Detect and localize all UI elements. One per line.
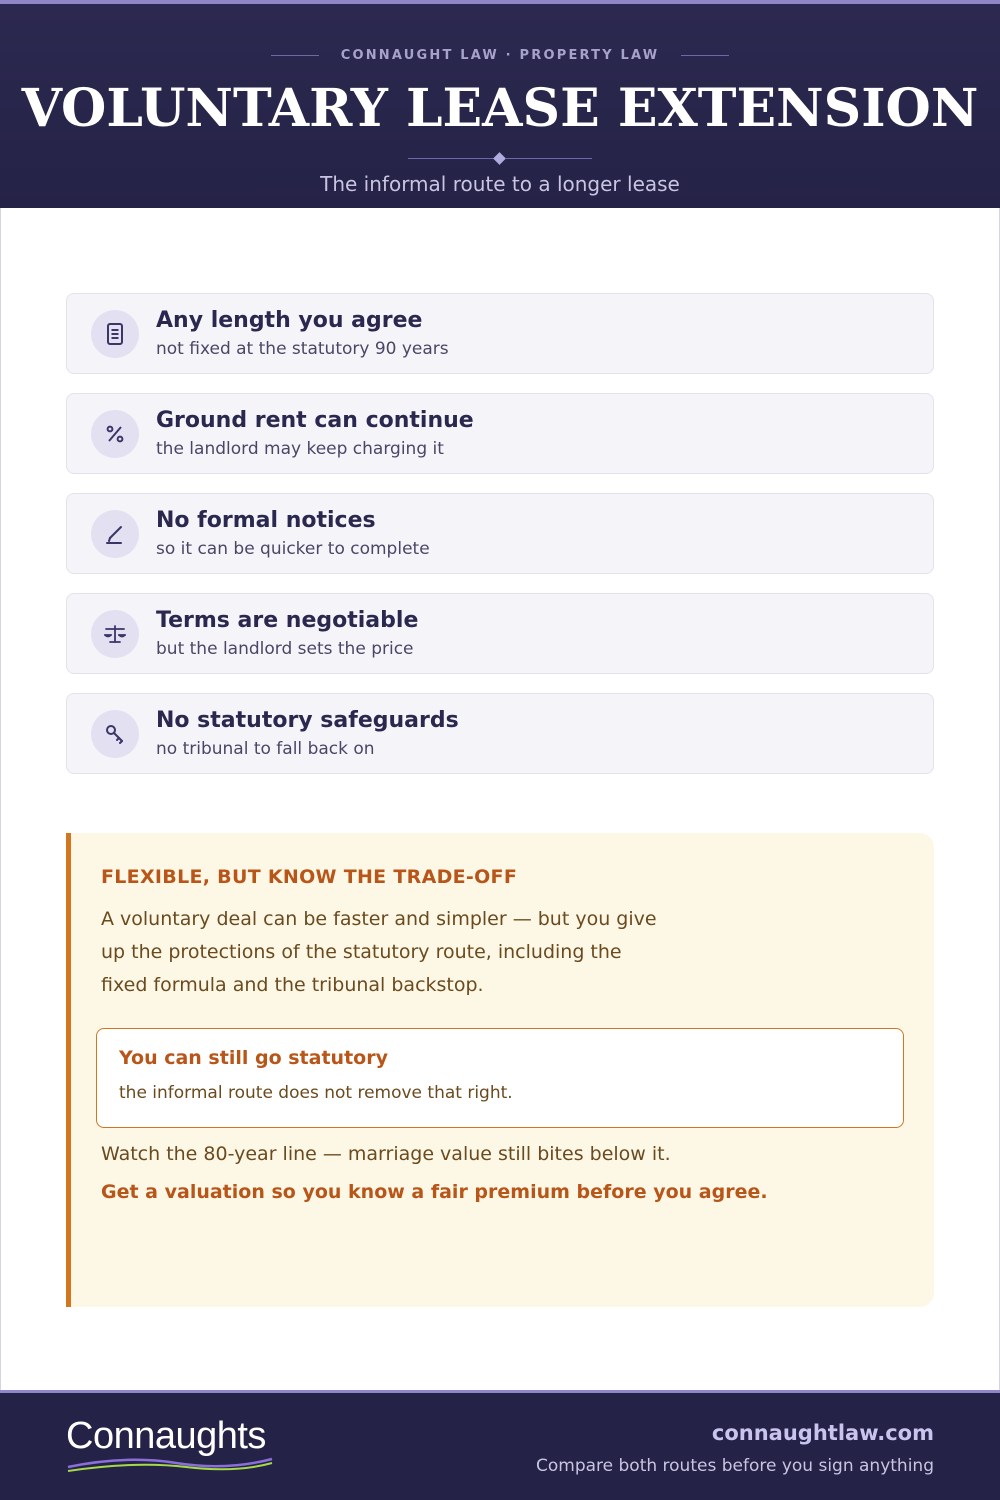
logo-swoosh-icon	[66, 1453, 276, 1475]
feature-subtitle: no tribunal to fall back on	[156, 739, 375, 759]
panel-body-line: up the protections of the statutory route, including the	[101, 941, 622, 963]
logo-text: Connaughts	[66, 1415, 266, 1457]
eyebrow-row	[0, 48, 1000, 63]
percent-icon	[91, 410, 139, 458]
diamond-icon	[493, 152, 506, 165]
callout-title: You can still go statutory	[119, 1047, 388, 1069]
feature-card-terms	[66, 593, 934, 674]
trade-off-panel	[66, 833, 934, 1307]
ornament-rule-right	[506, 158, 592, 159]
ornament-rule-left	[408, 158, 494, 159]
feature-subtitle: but the landlord sets the price	[156, 639, 414, 659]
website-link[interactable]: connaughtlaw.com	[711, 1421, 934, 1445]
feature-subtitle: not fixed at the statutory 90 years	[156, 339, 449, 359]
eyebrow-rule-right	[681, 55, 729, 56]
eyebrow-text: CONNAUGHT LAW · PROPERTY LAW	[340, 48, 660, 63]
feature-title: No formal notices	[156, 508, 376, 533]
panel-body-line: fixed formula and the tribunal backstop.	[101, 974, 484, 996]
page-subtitle: The informal route to a longer lease	[320, 172, 680, 196]
feature-title: No statutory safeguards	[156, 708, 459, 733]
eyebrow-rule-left	[271, 55, 319, 56]
feature-card-ground-rent	[66, 393, 934, 474]
feature-title: Terms are negotiable	[156, 608, 419, 633]
callout-body: the informal route does not remove that right.	[119, 1083, 513, 1103]
feature-card-notices	[66, 493, 934, 574]
feature-list	[66, 293, 934, 793]
feature-title: Any length you agree	[156, 308, 423, 333]
footer-bar	[0, 1390, 1000, 1500]
key-icon	[91, 710, 139, 758]
panel-body-line: A voluntary deal can be faster and simpler — but you give	[101, 908, 657, 930]
document-icon	[91, 310, 139, 358]
feature-title: Ground rent can continue	[156, 408, 474, 433]
panel-note: Watch the 80-year line — marriage value still bites below it.	[101, 1143, 671, 1165]
feature-card-safeguards	[66, 693, 934, 774]
pen-icon	[91, 510, 139, 558]
feature-card-length	[66, 293, 934, 374]
statutory-callout	[96, 1028, 904, 1128]
title-ornament	[408, 152, 592, 166]
connaughts-logo	[66, 1415, 286, 1475]
page-title: VOLUNTARY LEASE EXTENSION	[21, 78, 979, 139]
scales-icon	[91, 610, 139, 658]
feature-subtitle: so it can be quicker to complete	[156, 539, 430, 559]
valuation-cta: Get a valuation so you know a fair premium before you agree.	[101, 1181, 768, 1203]
header-banner	[0, 0, 1000, 208]
footer-tagline: Compare both routes before you sign anything	[535, 1456, 934, 1476]
panel-body	[101, 903, 681, 1002]
feature-subtitle: the landlord may keep charging it	[156, 439, 444, 459]
panel-title: FLEXIBLE, BUT KNOW THE TRADE-OFF	[101, 866, 518, 888]
